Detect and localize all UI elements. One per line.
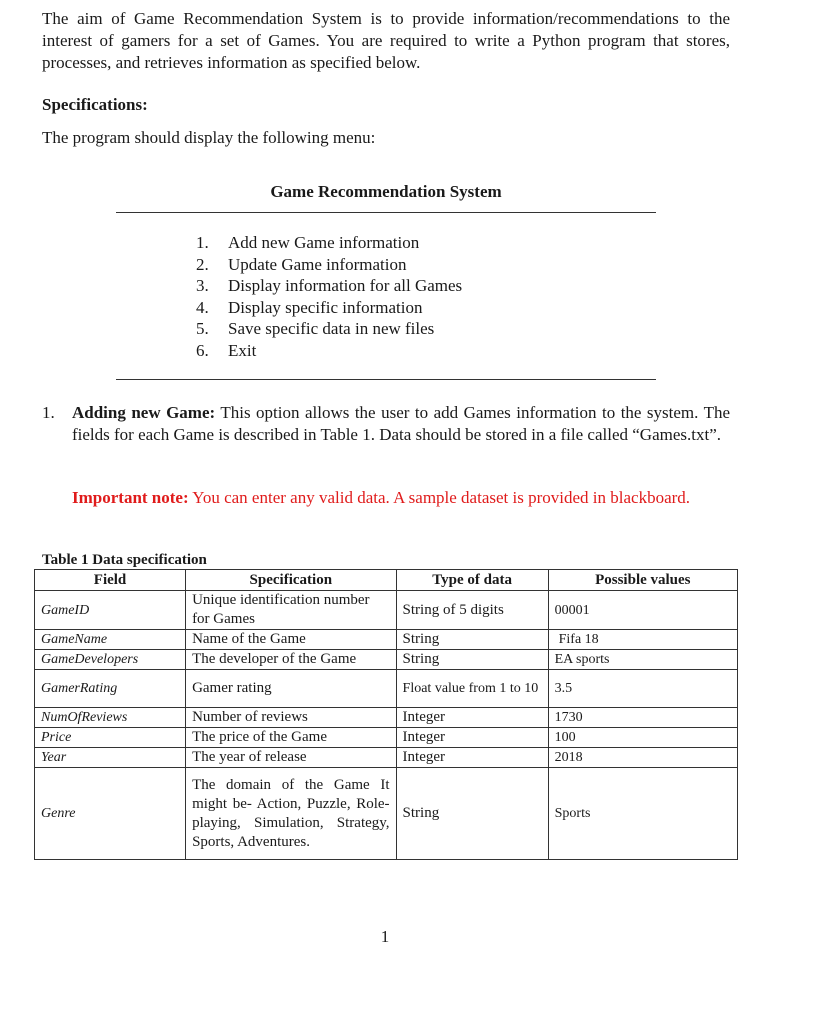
menu-item-number: 2. bbox=[196, 254, 209, 274]
spec-cell: The year of release bbox=[186, 748, 396, 768]
type-cell: String bbox=[396, 768, 548, 860]
table-row bbox=[35, 670, 738, 708]
field-cell: GameName bbox=[35, 630, 186, 650]
menu-item bbox=[196, 340, 462, 362]
table-row bbox=[35, 650, 738, 670]
option-1-description: This option allows the user to add Games information to the system. The fields for each Game is described in Table 1. Data should be stored in a file called “Games.txt”. bbox=[72, 403, 731, 444]
menu-title: Game Recommendation System bbox=[270, 182, 502, 201]
menu-item bbox=[196, 318, 462, 340]
spec-cell: The domain of the Game It might be- Action, Puzzle, Role-playing, Simulation, Strategy, Sports, Adventures. bbox=[186, 768, 396, 860]
menu-intro-text: The program should display the following menu: bbox=[42, 128, 376, 147]
header-type-of-data: Type of data bbox=[396, 570, 548, 591]
table-row bbox=[35, 630, 738, 650]
option-1-text bbox=[72, 402, 730, 445]
table-row bbox=[35, 708, 738, 728]
menu-item-label: Save specific data in new files bbox=[228, 319, 435, 338]
menu-item bbox=[196, 297, 462, 319]
important-note-text: You can enter any valid data. A sample dataset is provided in blackboard. bbox=[192, 488, 691, 507]
option-1-section bbox=[42, 402, 730, 445]
table-row bbox=[35, 728, 738, 748]
table-row bbox=[35, 748, 738, 768]
option-number: 1. bbox=[42, 403, 55, 422]
header-field: Field bbox=[35, 570, 186, 591]
menu-item-number: 4. bbox=[196, 297, 209, 317]
value-cell: 1730 bbox=[548, 708, 737, 728]
menu-item-label: Exit bbox=[228, 340, 257, 360]
menu-item bbox=[196, 275, 462, 297]
value-cell: EA sports bbox=[548, 650, 737, 670]
menu-item bbox=[196, 232, 462, 254]
value-cell: Sports bbox=[548, 768, 737, 860]
type-cell: Integer bbox=[396, 748, 548, 768]
menu-item-number: 1. bbox=[196, 233, 209, 252]
value-cell: 100 bbox=[548, 728, 737, 748]
header-possible-values: Possible values bbox=[548, 570, 737, 591]
spec-cell: The price of the Game bbox=[186, 728, 396, 748]
page-number: 1 bbox=[380, 927, 390, 946]
menu-item-label: Update Game information bbox=[228, 254, 407, 274]
table-row bbox=[35, 768, 738, 860]
type-cell: String of 5 digits bbox=[396, 591, 548, 630]
value-cell: 3.5 bbox=[548, 670, 737, 708]
type-cell: String bbox=[396, 650, 548, 670]
menu-item-number: 3. bbox=[196, 276, 209, 295]
important-note bbox=[72, 487, 730, 509]
type-cell: Integer bbox=[396, 708, 548, 728]
menu-item-number: 6. bbox=[196, 340, 209, 360]
value-cell: 2018 bbox=[548, 748, 737, 768]
field-cell: GamerRating bbox=[35, 670, 186, 708]
menu-item-number: 5. bbox=[196, 319, 209, 338]
important-note-heading: Important note: bbox=[72, 488, 189, 507]
menu-top-rule bbox=[116, 212, 656, 213]
menu-bottom-rule bbox=[116, 379, 656, 380]
option-1-heading: Adding new Game: bbox=[72, 403, 216, 422]
spec-cell: Number of reviews bbox=[186, 708, 396, 728]
menu-item bbox=[196, 254, 462, 276]
menu-item-label: Display specific information bbox=[228, 297, 423, 317]
field-cell: GameDevelopers bbox=[35, 650, 186, 670]
menu-item-label: Display information for all Games bbox=[228, 276, 463, 295]
spec-cell: Name of the Game bbox=[186, 630, 396, 650]
type-cell: String bbox=[396, 630, 548, 650]
type-cell: Float value from 1 to 10 bbox=[396, 670, 548, 708]
menu-item-label: Add new Game information bbox=[228, 233, 420, 252]
specifications-heading: Specifications: bbox=[42, 95, 148, 114]
menu-list bbox=[196, 232, 462, 361]
table-row bbox=[35, 591, 738, 630]
header-specification: Specification bbox=[186, 570, 396, 591]
spec-cell: Unique identification number for Games bbox=[186, 591, 396, 630]
value-cell: Fifa 18 bbox=[548, 630, 737, 650]
field-cell: GameID bbox=[35, 591, 186, 630]
data-specification-table bbox=[34, 569, 738, 860]
table-header-row bbox=[35, 570, 738, 591]
field-cell: NumOfReviews bbox=[35, 708, 186, 728]
type-cell: Integer bbox=[396, 728, 548, 748]
intro-paragraph: The aim of Game Recommendation System is to provide information/recommendations to the interest of gamers for a set of Games. You are required to write a Python program that stores, processes, and retrieves information as specified below. bbox=[42, 9, 730, 72]
field-cell: Year bbox=[35, 748, 186, 768]
field-cell: Price bbox=[35, 728, 186, 748]
spec-cell: Gamer rating bbox=[186, 670, 396, 708]
spec-cell: The developer of the Game bbox=[186, 650, 396, 670]
value-cell: 00001 bbox=[548, 591, 737, 630]
field-cell: Genre bbox=[35, 768, 186, 860]
table-caption: Table 1 Data specification bbox=[42, 552, 207, 568]
